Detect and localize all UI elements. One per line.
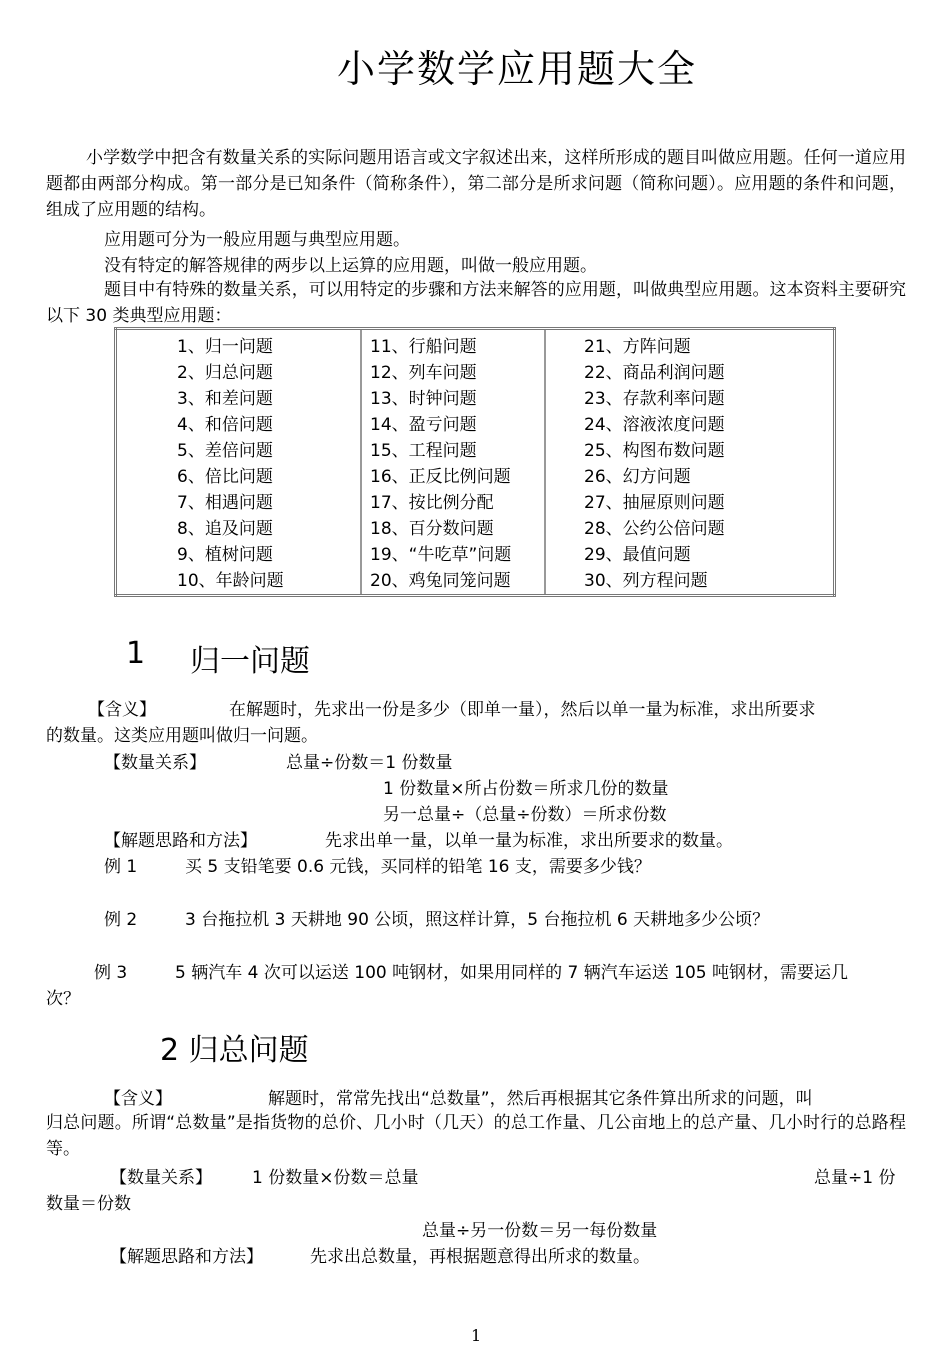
s1-example-1-label: 例 1 <box>104 857 138 877</box>
s1-meaning-continued: 的数量。这类应用题叫做归一问题。 <box>46 726 318 746</box>
s2-relation-2: 总量÷1 份 <box>814 1168 896 1188</box>
problem-type-item: 5、差倍问题 <box>177 441 273 461</box>
problem-type-item: 26、幻方问题 <box>584 467 691 487</box>
s2-relation-label: 【数量关系】 <box>110 1168 212 1188</box>
problem-type-item: 23、存款利率问题 <box>584 389 725 409</box>
types-column-1 <box>116 329 362 596</box>
s1-example-2-label: 例 2 <box>104 910 138 930</box>
intro-paragraph-3: 没有特定的解答规律的两步以上运算的应用题，叫做一般应用题。 <box>104 256 597 276</box>
s1-relation-3: 另一总量÷（总量÷份数）＝所求份数 <box>383 805 667 825</box>
problem-type-item: 14、盈亏问题 <box>370 415 477 435</box>
s1-example-2-text: 3 台拖拉机 3 天耕地 90 公顷，照这样计算，5 台拖拉机 6 天耕地多少公顷？ <box>185 910 770 930</box>
s1-example-3-continued: 次？ <box>46 989 80 1009</box>
s2-meaning-continued: 归总问题。所谓“总数量”是指货物的总价、几小时（几天）的总工作量、几公亩地上的总产量、几小时行的总路程等。 <box>46 1113 906 1159</box>
problem-type-item: 20、鸡兔同笼问题 <box>370 571 511 591</box>
intro-paragraph-1: 小学数学中把含有数量关系的实际问题用语言或文字叙述出来，这样所形成的题目叫做应用题。任何一道应用题都由两部分构成。第一部分是已知条件（简称条件），第二部分是所求问题（简称问题）。应用题的条件和问题，组成了应用题的结构。 <box>46 148 906 220</box>
section-2-heading: 2 归总问题 <box>160 1033 309 1068</box>
problem-type-item: 8、追及问题 <box>177 519 273 539</box>
s2-meaning-text: 解题时，常常先找出“总数量”，然后再根据其它条件算出所求的问题，叫 <box>268 1089 813 1109</box>
problem-type-item: 22、商品利润问题 <box>584 363 725 383</box>
section-1-number: 1 <box>126 636 146 671</box>
problem-type-item: 24、溶液浓度问题 <box>584 415 725 435</box>
s1-example-3-text: 5 辆汽车 4 次可以运送 100 吨钢材，如果用同样的 7 辆汽车运送 105 吨钢材，需要运几 <box>175 963 848 983</box>
problem-type-item: 21、方阵问题 <box>584 337 691 357</box>
intro-paragraph-4: 题目中有特殊的数量关系，可以用特定的步骤和方法来解答的应用题，叫做典型应用题。这本资料主要研究以下 30 类典型应用题： <box>46 280 906 326</box>
problem-type-item: 3、和差问题 <box>177 389 273 409</box>
problem-type-item: 19、“牛吃草”问题 <box>370 545 512 565</box>
s1-meaning-text: 在解题时，先求出一份是多少（即单一量），然后以单一量为标准，求出所要求 <box>229 700 816 720</box>
problem-type-item: 27、抽屉原则问题 <box>584 493 725 513</box>
s1-relation-label: 【数量关系】 <box>104 753 206 773</box>
problem-type-item: 9、植树问题 <box>177 545 273 565</box>
problem-type-item: 11、行船问题 <box>370 337 477 357</box>
s1-relation-2: 1 份数量×所占份数＝所求几份的数量 <box>383 779 669 799</box>
s2-relation-1: 1 份数量×份数＝总量 <box>252 1168 419 1188</box>
problem-type-item: 6、倍比问题 <box>177 467 273 487</box>
s1-method-label: 【解题思路和方法】 <box>104 831 257 851</box>
problem-type-item: 15、工程问题 <box>370 441 477 461</box>
s2-method-text: 先求出总数量，再根据题意得出所求的数量。 <box>310 1247 650 1267</box>
problem-type-item: 13、时钟问题 <box>370 389 477 409</box>
page-title: 小学数学应用题大全 <box>336 47 697 91</box>
s2-meaning-label: 【含义】 <box>104 1089 172 1109</box>
problem-type-item: 2、归总问题 <box>177 363 273 383</box>
s2-relation-3: 总量÷另一份数＝另一每份数量 <box>422 1221 658 1241</box>
s1-example-1-text: 买 5 支铅笔要 0.6 元钱，买同样的铅笔 16 支，需要多少钱？ <box>185 857 651 877</box>
problem-type-item: 28、公约公倍问题 <box>584 519 725 539</box>
problem-type-item: 29、最值问题 <box>584 545 691 565</box>
problem-type-item: 10、年龄问题 <box>177 571 284 591</box>
s1-relation-1: 总量÷份数＝1 份数量 <box>286 753 453 773</box>
s1-example-3-label: 例 3 <box>94 963 128 983</box>
s2-relation-2-continued: 数量＝份数 <box>46 1194 131 1214</box>
page-number: 1 <box>471 1326 482 1345</box>
s1-method-text: 先求出单一量，以单一量为标准，求出所要求的数量。 <box>325 831 733 851</box>
problem-types-table <box>114 327 836 597</box>
problem-type-item: 16、正反比例问题 <box>370 467 511 487</box>
problem-type-item: 30、列方程问题 <box>584 571 708 591</box>
types-column-2 <box>361 329 545 596</box>
intro-paragraph-2: 应用题可分为一般应用题与典型应用题。 <box>104 230 410 250</box>
section-1-heading: 归一问题 <box>190 644 310 679</box>
problem-type-item: 12、列车问题 <box>370 363 477 383</box>
problem-type-item: 25、构图布数问题 <box>584 441 725 461</box>
problem-type-item: 1、归一问题 <box>177 337 273 357</box>
problem-type-item: 17、按比例分配 <box>370 493 494 513</box>
s1-meaning-label: 【含义】 <box>88 700 156 720</box>
problem-type-item: 4、和倍问题 <box>177 415 273 435</box>
types-column-3 <box>545 329 835 596</box>
s2-method-label: 【解题思路和方法】 <box>110 1247 263 1267</box>
problem-type-item: 18、百分数问题 <box>370 519 494 539</box>
problem-type-item: 7、相遇问题 <box>177 493 273 513</box>
